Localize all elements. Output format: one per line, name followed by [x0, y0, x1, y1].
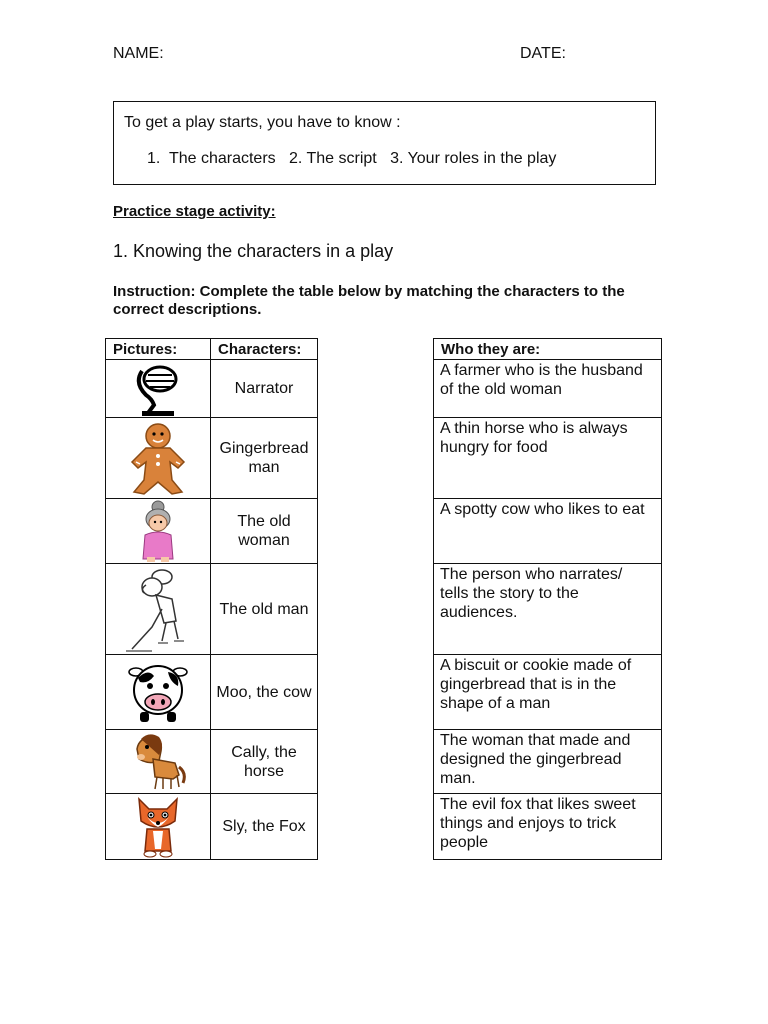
intro-text: To get a play starts, you have to know : [124, 114, 401, 131]
character-name: Sly, the Fox [211, 794, 318, 859]
pictures-header: Pictures: [106, 339, 211, 359]
picture-cell [106, 655, 211, 729]
character-name: The old woman [211, 499, 318, 563]
table-header-row [106, 339, 318, 360]
table-row [106, 360, 318, 418]
old-man-icon [122, 565, 194, 653]
character-name: Cally, the horse [211, 730, 318, 793]
description-cell: A thin horse who is always hungry for food [434, 418, 662, 498]
table-row [434, 499, 662, 564]
gingerbread-man-icon [126, 420, 190, 496]
description-cell: A biscuit or cookie made of gingerbread that is in the shape of a man [434, 655, 662, 729]
name-label: NAME: [113, 45, 164, 62]
description-cell: The evil fox that likes sweet things and enjoys to trick people [434, 794, 662, 859]
instruction-text: Instruction: Complete the table below by matching the characters to the correct descriptions. [113, 283, 625, 318]
character-name: The old man [211, 564, 318, 654]
table-header-row [434, 339, 662, 360]
picture-cell [106, 499, 211, 563]
description-cell: A spotty cow who likes to eat [434, 499, 662, 563]
table-row [434, 730, 662, 794]
characters-table [105, 338, 318, 860]
descriptions-table [433, 338, 662, 860]
description-cell: A farmer who is the husband of the old woman [434, 360, 662, 417]
practice-heading: Practice stage activity: [113, 203, 276, 220]
table-row [106, 418, 318, 499]
table-row [434, 418, 662, 499]
table-row [434, 564, 662, 655]
table-row [434, 655, 662, 730]
table-row [106, 794, 318, 860]
table-row [434, 794, 662, 860]
character-name: Gingerbread man [211, 418, 318, 498]
picture-cell [106, 564, 211, 654]
picture-cell [106, 794, 211, 859]
intro-box [113, 101, 656, 185]
intro-list: 1. The characters 2. The script 3. Your roles in the play [147, 150, 557, 167]
section-title: 1. Knowing the characters in a play [113, 241, 394, 261]
table-row [106, 655, 318, 730]
table-row [106, 730, 318, 794]
date-label: DATE: [520, 45, 566, 62]
table-row [106, 499, 318, 564]
fox-icon [133, 795, 183, 859]
who-they-are-header: Who they are: [434, 339, 662, 359]
horse-icon [129, 731, 187, 793]
picture-cell [106, 418, 211, 498]
microphone-icon [128, 361, 188, 417]
character-name: Narrator [211, 360, 318, 417]
picture-cell [106, 730, 211, 793]
character-name: Moo, the cow [211, 655, 318, 729]
description-cell: The person who narrates/ tells the story to the audiences. [434, 564, 662, 654]
table-row [434, 360, 662, 418]
picture-cell [106, 360, 211, 417]
table-row [106, 564, 318, 655]
description-cell: The woman that made and designed the gingerbread man. [434, 730, 662, 793]
characters-header: Characters: [211, 339, 318, 359]
cow-icon [128, 660, 188, 724]
old-woman-icon [133, 499, 183, 563]
